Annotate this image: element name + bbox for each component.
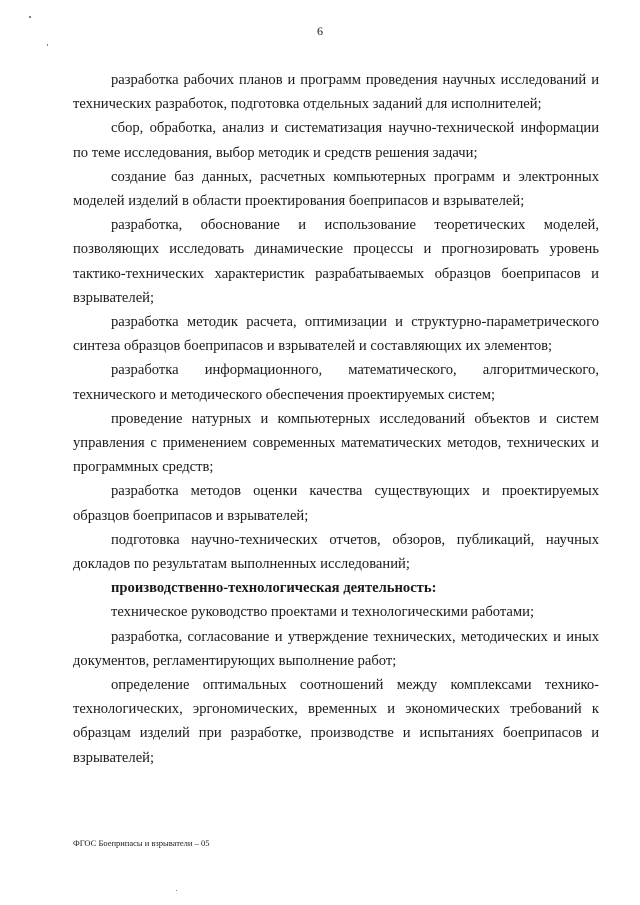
paragraph: техническое руководство проектами и технологическими работами;: [111, 604, 534, 621]
scan-speck: [176, 890, 177, 891]
footer-text: ФГОС Боеприпасы и взрыватели – 05: [73, 838, 210, 848]
paragraph: разработка, обоснование и использование теоретических моделей, позволяющих исследовать динамические процессы и прогнозировать уровень тактико-технических характеристик разрабатываемых образцов боеприпасов и взрывателей;: [73, 217, 599, 306]
paragraph: разработка методов оценки качества существующих и проектируемых образцов боеприпасов и взрывателей;: [73, 483, 599, 524]
paragraph: определение оптимальных соотношений между комплексами технико-технологических, эргономических, временных и экономических требований к образцам изделий при разработке, производстве и испытаниях боеприпасов и взрывателей;: [73, 677, 599, 766]
scan-speck: [29, 16, 31, 18]
paragraph: сбор, обработка, анализ и систематизация научно-технической информации по теме исследования, выбор методик и средств решения задачи;: [73, 120, 599, 161]
paragraph: проведение натурных и компьютерных исследований объектов и систем управления с применением современных математических методов, технических и программных средств;: [73, 410, 599, 476]
page-number: 6: [317, 24, 323, 38]
paragraph: создание баз данных, расчетных компьютерных программ и электронных моделей изделий в области проектирования боеприпасов и взрывателей;: [73, 168, 599, 210]
document-body: [73, 68, 599, 770]
paragraph: разработка, согласование и утверждение технических, методических и иных документов, регламентирующих выполнение работ;: [73, 628, 599, 669]
paragraph: разработка рабочих планов и программ проведения научных исследований и технических разработок, подготовка отдельных заданий для исполнителей;: [73, 72, 599, 113]
scan-speck: [47, 44, 48, 46]
paragraph: подготовка научно-технических отчетов, обзоров, публикаций, научных докладов по результатам выполненных исследований;: [73, 531, 599, 573]
paragraph: разработка информационного, математического, алгоритмического, технического и методического обеспечения проектируемых систем;: [73, 362, 599, 403]
section-heading: производственно-технологическая деятельность:: [111, 580, 437, 597]
paragraph: разработка методик расчета, оптимизации и структурно-параметрического синтеза образцов боеприпасов и взрывателей и составляющих их элементов;: [73, 314, 599, 355]
